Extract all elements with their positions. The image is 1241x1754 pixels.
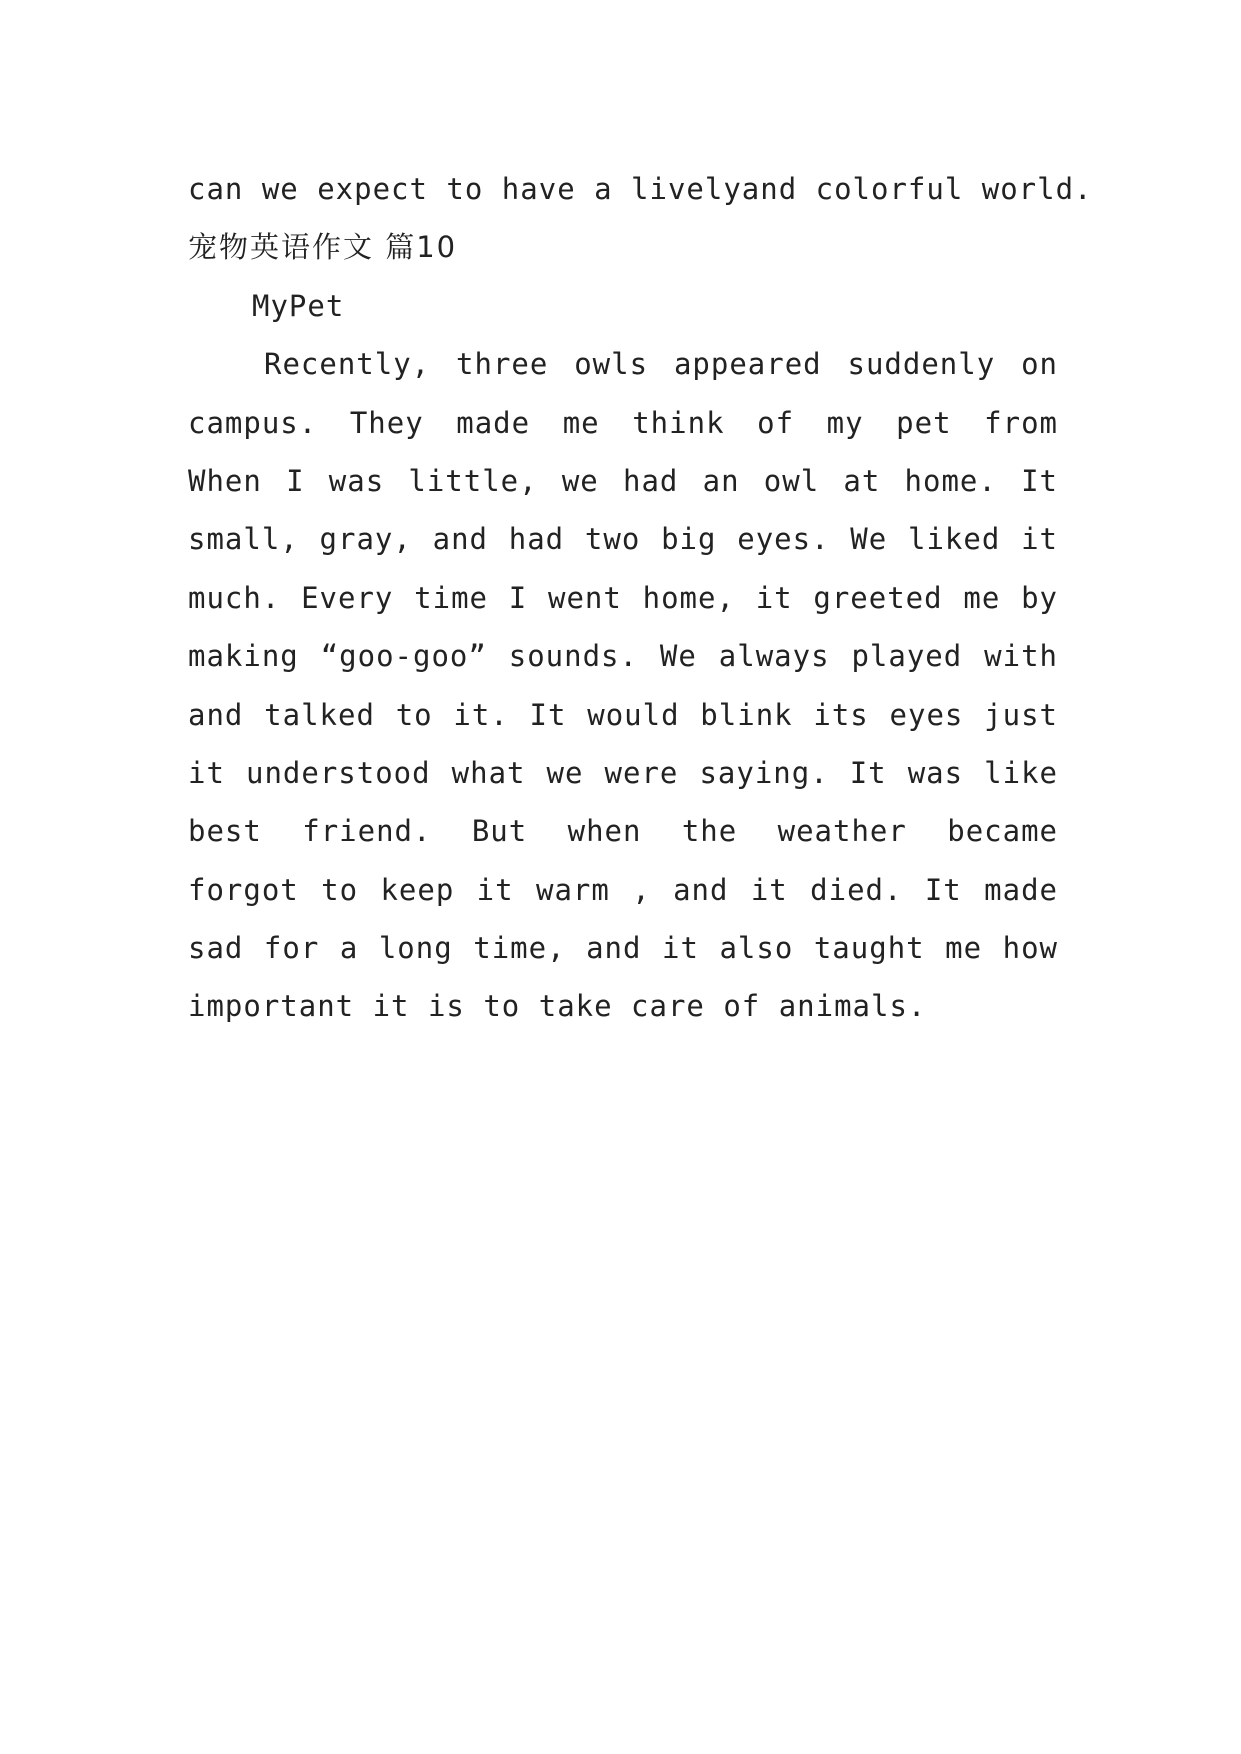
text-line: sad for a long time, and it also taught me how	[188, 931, 1058, 966]
text-line: can we expect to have a livelyand colorful world.	[188, 172, 1093, 206]
essay-title: MyPet	[252, 288, 345, 323]
text-line: and talked to it. It would blink its eyes just	[188, 697, 1058, 732]
document-body	[188, 160, 1093, 1036]
text-line: When I was little, we had an owl at home. It	[188, 463, 1058, 498]
text-line: Recently, three owls appeared suddenly on	[264, 347, 1058, 382]
section-heading: 宠物英语作文 篇10	[188, 230, 458, 265]
text-line: campus. They made me think of my pet from	[188, 405, 1058, 440]
text-line: forgot to keep it warm , and it died. It made	[188, 872, 1058, 907]
text-line: much. Every time I went home, it greeted me by	[188, 580, 1058, 615]
text-line: making “goo-goo” sounds. We always played with	[188, 639, 1058, 674]
text-line: small, gray, and had two big eyes. We liked it	[188, 522, 1058, 557]
text-line: it understood what we were saying. It was like	[188, 755, 1058, 790]
text-line: best friend. But when the weather became	[188, 814, 1058, 849]
text-line: important it is to take care of animals.	[188, 989, 927, 1024]
